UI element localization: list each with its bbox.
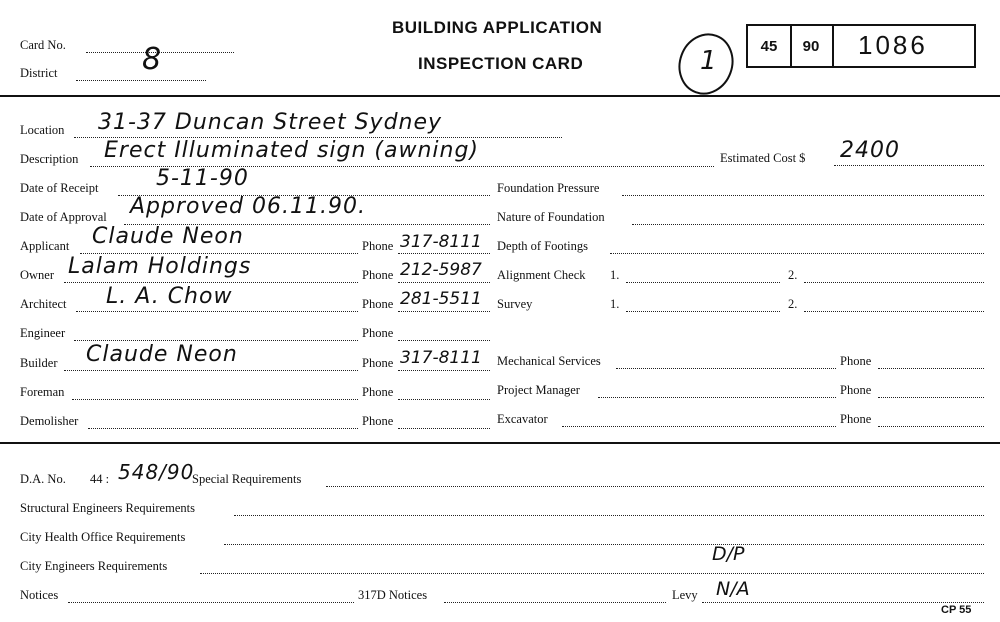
- estimated-cost-value: 2400: [840, 138, 900, 163]
- card-no-label: Card No.: [20, 38, 66, 52]
- card-form-code: CP 55: [941, 604, 972, 616]
- code-a: 45: [748, 26, 792, 66]
- location-label: Location: [20, 123, 65, 137]
- description-value: Erect Illuminated sign (awning): [104, 138, 480, 163]
- survey-num2: 2.: [788, 297, 798, 311]
- header-divider: [0, 95, 1000, 97]
- owner-value: Lalam Holdings: [68, 254, 252, 279]
- estimated-cost-label: Estimated Cost $: [720, 151, 806, 165]
- depth-footings-field[interactable]: [610, 253, 984, 254]
- owner-label: Owner: [20, 268, 55, 282]
- architect-field[interactable]: [76, 311, 358, 312]
- date-receipt-value: 5-11-90: [156, 166, 249, 191]
- foreman-phone-field[interactable]: [398, 399, 490, 400]
- architect-phone-field[interactable]: [398, 311, 490, 312]
- foreman-phone-label: Phone: [362, 385, 394, 399]
- date-approval-label: Date of Approval: [20, 210, 107, 224]
- survey-field-1[interactable]: [626, 311, 780, 312]
- demolisher-phone-label: Phone: [362, 414, 394, 428]
- engineer-field[interactable]: [74, 340, 358, 341]
- alignment-num1: 1.: [610, 268, 620, 282]
- engineer-phone-label: Phone: [362, 326, 394, 340]
- health-req-field[interactable]: [224, 544, 984, 545]
- district-label: District: [20, 66, 58, 80]
- builder-phone: 317-8111: [400, 348, 482, 368]
- builder-field[interactable]: [64, 370, 358, 371]
- alignment-field-1[interactable]: [626, 282, 780, 283]
- survey-label: Survey: [497, 297, 533, 311]
- da-value: 548/90: [118, 460, 195, 484]
- city-eng-req-label: City Engineers Requirements: [20, 559, 168, 573]
- mechanical-field[interactable]: [616, 368, 836, 369]
- owner-phone: 212-5987: [400, 260, 482, 280]
- applicant-phone-field[interactable]: [398, 253, 490, 254]
- excavator-label: Excavator: [497, 412, 548, 426]
- notices-317d-field[interactable]: [444, 602, 666, 603]
- alignment-check-label: Alignment Check: [497, 268, 586, 282]
- levy-value: N/A: [716, 578, 750, 600]
- applicant-phone-label: Phone: [362, 239, 394, 253]
- notices-field[interactable]: [68, 602, 354, 603]
- structural-req-field[interactable]: [234, 515, 984, 516]
- nature-foundation-field[interactable]: [632, 224, 984, 225]
- district-field[interactable]: [76, 80, 206, 81]
- location-value: 31-37 Duncan Street Sydney: [98, 110, 443, 135]
- architect-phone: 281-5511: [400, 289, 482, 309]
- notices-317d-label: 317D Notices: [358, 588, 428, 602]
- special-req-field[interactable]: [326, 486, 984, 487]
- depth-footings-label: Depth of Footings: [497, 239, 588, 253]
- district-value: 8: [142, 42, 163, 77]
- excavator-phone-field[interactable]: [878, 426, 984, 427]
- demolisher-phone-field[interactable]: [398, 428, 490, 429]
- card-code-box: [746, 24, 976, 68]
- city-eng-req-field[interactable]: [200, 573, 984, 574]
- da-label: D.A. No.: [20, 472, 66, 486]
- demolisher-field[interactable]: [88, 428, 358, 429]
- owner-field[interactable]: [64, 282, 358, 283]
- demolisher-label: Demolisher: [20, 414, 79, 428]
- applicant-label: Applicant: [20, 239, 70, 253]
- builder-label: Builder: [20, 356, 58, 370]
- survey-field-2[interactable]: [804, 311, 984, 312]
- mechanical-phone-label: Phone: [840, 354, 872, 368]
- applicant-value: Claude Neon: [92, 224, 244, 249]
- levy-field[interactable]: [702, 602, 984, 603]
- project-manager-field[interactable]: [598, 397, 836, 398]
- health-req-label: City Health Office Requirements: [20, 530, 186, 544]
- survey-num1: 1.: [610, 297, 620, 311]
- date-approval-value: Approved 06.11.90.: [130, 194, 366, 219]
- engineer-phone-field[interactable]: [398, 340, 490, 341]
- section-divider: [0, 442, 1000, 444]
- notices-label: Notices: [20, 588, 59, 602]
- builder-phone-label: Phone: [362, 356, 394, 370]
- title-line1: BUILDING APPLICATION: [392, 18, 603, 37]
- owner-phone-label: Phone: [362, 268, 394, 282]
- mechanical-label: Mechanical Services: [497, 354, 601, 368]
- project-manager-phone-label: Phone: [840, 383, 872, 397]
- da-prefix: 44 :: [90, 472, 110, 486]
- description-label: Description: [20, 152, 79, 166]
- builder-value: Claude Neon: [86, 342, 238, 367]
- engineer-label: Engineer: [20, 326, 66, 340]
- estimated-cost-field[interactable]: [834, 165, 984, 166]
- mechanical-phone-field[interactable]: [878, 368, 984, 369]
- structural-req-label: Structural Engineers Requirements: [20, 501, 195, 515]
- excavator-phone-label: Phone: [840, 412, 872, 426]
- alignment-field-2[interactable]: [804, 282, 984, 283]
- alignment-num2: 2.: [788, 268, 798, 282]
- project-manager-label: Project Manager: [497, 383, 580, 397]
- foreman-label: Foreman: [20, 385, 65, 399]
- foundation-pressure-field[interactable]: [622, 195, 984, 196]
- owner-phone-field[interactable]: [398, 282, 490, 283]
- nature-foundation-label: Nature of Foundation: [497, 210, 605, 224]
- city-eng-value: D/P: [712, 543, 745, 565]
- applicant-phone: 317-8111: [400, 232, 482, 252]
- architect-label: Architect: [20, 297, 67, 311]
- foreman-field[interactable]: [72, 399, 358, 400]
- project-manager-phone-field[interactable]: [878, 397, 984, 398]
- architect-value: L. A. Chow: [106, 284, 233, 309]
- excavator-field[interactable]: [562, 426, 836, 427]
- architect-phone-label: Phone: [362, 297, 394, 311]
- levy-label: Levy: [672, 588, 698, 602]
- code-c: 1086: [858, 30, 928, 60]
- code-b: 90: [790, 26, 834, 66]
- circled-mark-value: 1: [700, 46, 717, 76]
- date-receipt-label: Date of Receipt: [20, 181, 99, 195]
- special-req-label: Special Requirements: [192, 472, 302, 486]
- foundation-pressure-label: Foundation Pressure: [497, 181, 600, 195]
- builder-phone-field[interactable]: [398, 370, 490, 371]
- title-line2: INSPECTION CARD: [418, 54, 584, 73]
